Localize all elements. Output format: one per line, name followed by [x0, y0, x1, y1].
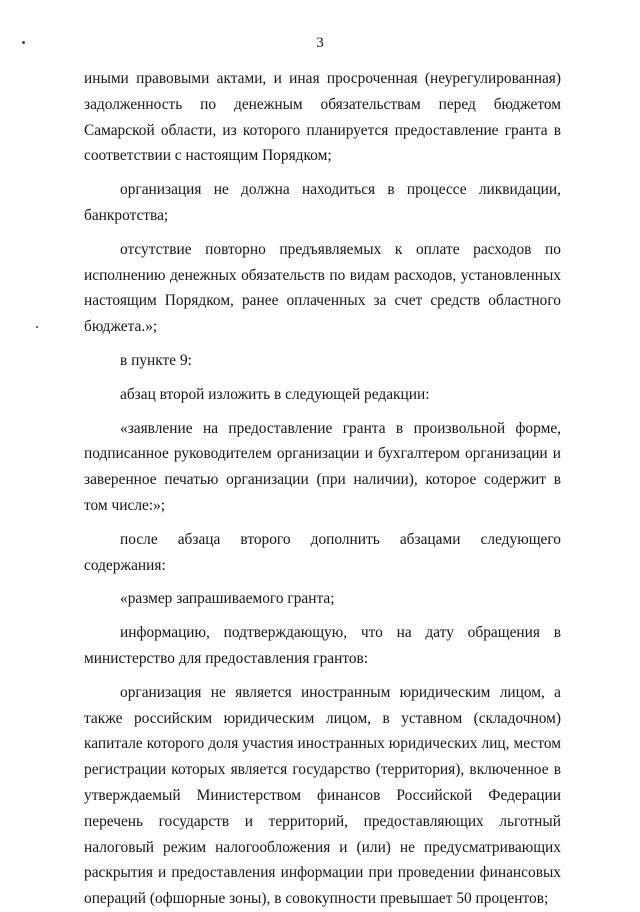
- paragraph-repeated-expenses: отсутствие повторно предъявляемых к оплате расходов по исполнению денежных обязательств по видам расходов, установленных настоящим Порядком, ранее оплаченных за счет средств областного бюджета.»;: [84, 240, 561, 336]
- paragraph-foreign-entity: организация не является иностранным юридическим лицом, а также российским юридическим лицом, в уставном (складочном) капитале которого доля участия иностранных юридических лиц, местом регистрации которых является государство (территория), включенное в утверждаемый Министерством финансов Российской Федерации перечень государств и территорий, предоставляющих льготный налоговый режим налогообложения и (или) не предусматривающих раскрытия и предоставления информации при проведении финансовых операций (офшорные зоны), в совокупности превышает 50 процентов;: [84, 683, 561, 908]
- paragraph-add-abzats: после абзаца второго дополнить абзацами следующего содержания:: [84, 530, 561, 574]
- paragraph-grant-application: «заявление на предоставление гранта в произвольной форме, подписанное руководителем организации и бухгалтером организации и заверенное печатью организации (при наличии), которое содержит в том числе:»;: [84, 419, 561, 514]
- page-number: 3: [316, 35, 324, 51]
- scan-dot-left-middle: [36, 326, 38, 328]
- paragraph-liquidation: организация не должна находиться в процессе ликвидации, банкротства;: [84, 181, 561, 224]
- paragraph-clause-9: в пункте 9:: [120, 351, 192, 369]
- scan-dot-top-left: [22, 41, 25, 44]
- paragraph-debt-continuation: иными правовыми актами, и иная просроченная (неурегулированная) задолженность по денежным обязательствам перед бюджетом Самарской области, из которого планируется предоставление гранта в соответствии с настоящим Порядком;: [84, 70, 561, 165]
- paragraph-grant-amount: «размер запрашиваемого гранта;: [120, 590, 335, 608]
- paragraph-second-abzats: абзац второй изложить в следующей редакции:: [120, 385, 430, 403]
- document-body: [84, 66, 561, 912]
- paragraph-confirming-info: информацию, подтверждающую, что на дату обращения в министерство для предоставления грантов:: [84, 624, 561, 667]
